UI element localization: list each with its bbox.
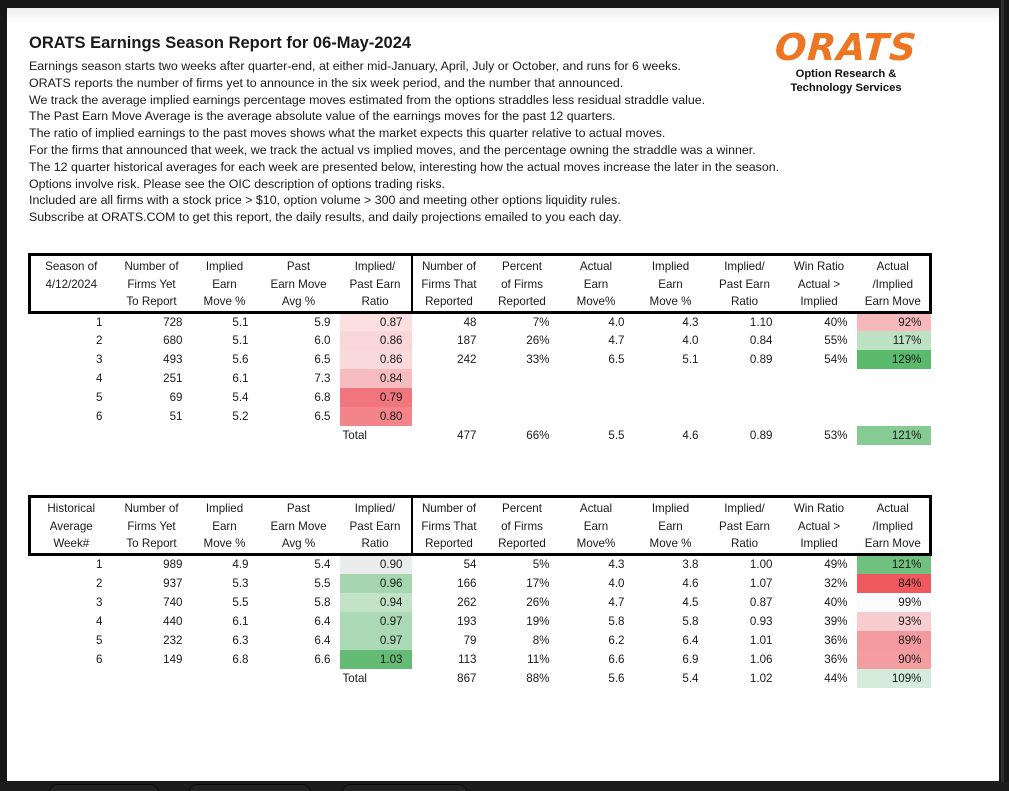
table-row: [30, 407, 931, 426]
cell: Total: [342, 671, 367, 685]
cell: 0.79: [340, 388, 412, 407]
cell: 5%: [532, 558, 550, 572]
cell: 117%: [857, 331, 931, 350]
cell: 40%: [824, 316, 848, 329]
cell: 251: [163, 372, 183, 386]
table-row: [30, 350, 931, 369]
report-page: [7, 8, 999, 781]
intro-line: For the firms that announced that week, we track the actual vs implied moves, and the percentage owning the straddle was a winner.: [29, 142, 756, 157]
cell: [192, 669, 258, 688]
cell: 0.96: [340, 574, 412, 593]
cell: 6.1: [232, 614, 249, 628]
table-row: [30, 612, 931, 631]
intro-line: We track the average implied earnings percentage moves estimated from the options straddles less residual straddle value.: [29, 92, 706, 107]
header-cell: Implied Earn Move %: [634, 254, 708, 312]
cell: 6: [96, 410, 103, 424]
cell: [192, 426, 258, 445]
cell: 88%: [526, 671, 550, 685]
cell: 1: [96, 316, 103, 329]
table-row: [30, 650, 931, 669]
cell: 493: [163, 353, 183, 367]
cell: 5.8: [314, 595, 331, 609]
cell: 728: [163, 316, 183, 329]
cell: 5.8: [608, 614, 625, 628]
cell: [634, 407, 708, 426]
cell: 4.3: [682, 316, 699, 329]
intro-line: The 12 quarter historical averages for each week are presented below, interesting how the actual moves increase the later in the season.: [29, 159, 780, 174]
intro-line: ORATS reports the number of firms yet to announce in the six week period, and the number that announced.: [29, 75, 624, 90]
cell: 6.5: [314, 410, 331, 424]
table-header: [30, 497, 931, 555]
cell: 44%: [824, 671, 848, 685]
cell: 3: [96, 595, 103, 609]
cell: 6.4: [682, 633, 699, 647]
cell: 1.03: [340, 650, 412, 669]
cell: 8%: [532, 633, 550, 647]
cell: 5: [96, 633, 103, 647]
table-row: [30, 631, 931, 650]
cell: 6.0: [314, 334, 331, 348]
cell: 7%: [532, 316, 550, 329]
cell: 109%: [857, 669, 931, 688]
cell: 121%: [857, 426, 931, 445]
cell: 17%: [526, 576, 550, 590]
cell: 0.94: [340, 593, 412, 612]
cell: 1.02: [749, 671, 773, 685]
intro-line: Included are all firms with a stock price > $10, option volume > 300 and meeting other options liquidity rules.: [29, 193, 621, 208]
cell: 187: [457, 334, 477, 348]
cell: 5.8: [682, 614, 699, 628]
header-cell: Actual Earn Move%: [559, 497, 634, 555]
cell: 6.4: [314, 614, 331, 628]
cell: 6.8: [232, 652, 249, 666]
cell: [708, 388, 782, 407]
cell: 69: [169, 391, 183, 405]
cell: 0.87: [749, 595, 773, 609]
cell: Total: [342, 429, 367, 443]
header-cell: Past Earn Move Avg %: [258, 497, 340, 555]
cell: 6.8: [314, 391, 331, 405]
cell: 193: [457, 614, 477, 628]
cell: 4.6: [682, 429, 699, 443]
cell: 5.4: [232, 391, 249, 405]
table-row: [30, 369, 931, 388]
header-cell: Number of Firms Yet To Report: [112, 254, 192, 312]
cell: 54: [463, 558, 477, 572]
cell: 6.4: [314, 633, 331, 647]
header-cell: Implied/ Past Earn Ratio: [340, 254, 412, 312]
header-cell: Implied/ Past Earn Ratio: [708, 254, 782, 312]
intro-line: Subscribe at ORATS.COM to get this report, the daily results, and daily projections emailed to you each day.: [29, 210, 622, 225]
orats-wordmark: ORATS: [773, 26, 919, 69]
table-body: [30, 555, 931, 688]
header-row: [30, 254, 931, 312]
cell: 4.3: [608, 558, 625, 572]
cell: 1.00: [749, 558, 773, 572]
cell: 129%: [857, 350, 931, 369]
cell: 3.8: [682, 558, 699, 572]
cell: [486, 407, 559, 426]
cell: [486, 369, 559, 388]
cell: 4.7: [608, 595, 625, 609]
cell: 3: [96, 353, 103, 367]
cell: 32%: [824, 576, 848, 590]
cell: 5.6: [232, 353, 249, 367]
header-cell: Implied Earn Move %: [192, 254, 258, 312]
cell: 477: [457, 429, 477, 443]
header-cell: Number of Firms That Reported: [412, 254, 486, 312]
header-cell: Implied Earn Move %: [634, 497, 708, 555]
cell: 2: [96, 576, 103, 590]
table-row: [30, 593, 931, 612]
total-row: [30, 426, 931, 445]
cell: 5.2: [232, 410, 249, 424]
cell: 937: [163, 576, 183, 590]
cell: 4.5: [682, 595, 699, 609]
header-cell: Number of Firms That Reported: [412, 497, 486, 555]
cell: 5: [96, 391, 103, 405]
table-row: [30, 555, 931, 574]
cell: 0.89: [749, 429, 773, 443]
cell: 39%: [824, 614, 848, 628]
cell: 989: [163, 558, 183, 572]
cell: 0.84: [340, 369, 412, 388]
total-row: [30, 669, 931, 688]
cell: 99%: [857, 593, 931, 612]
cell: 5.5: [314, 576, 331, 590]
table-row: [30, 331, 931, 350]
table-row: [30, 574, 931, 593]
header-cell: Season of 4/12/2024: [30, 254, 112, 312]
cell: [30, 669, 112, 688]
cell: 6.2: [608, 633, 625, 647]
current-season-table: [28, 253, 932, 445]
taskbar-item[interactable]: [188, 784, 312, 791]
cell: 0.86: [340, 331, 412, 350]
header-cell: Implied/ Past Earn Ratio: [340, 497, 412, 555]
cell: [782, 407, 857, 426]
cell: 2: [96, 334, 103, 348]
cell: [782, 369, 857, 388]
cell: 1.07: [749, 576, 773, 590]
cell: 4.7: [608, 334, 625, 348]
cell: 867: [457, 671, 477, 685]
table-body: [30, 312, 931, 445]
cell: 89%: [857, 631, 931, 650]
cell: 51: [169, 410, 183, 424]
cell: 440: [163, 614, 183, 628]
header-cell: Historical Average Week#: [30, 497, 112, 555]
cell: 4.6: [682, 576, 699, 590]
cell: [412, 407, 486, 426]
cell: 0.86: [340, 350, 412, 369]
cell: 5.1: [232, 316, 249, 329]
cell: 19%: [526, 614, 550, 628]
cell: 0.80: [340, 407, 412, 426]
cell: 5.5: [608, 429, 625, 443]
cell: 6.6: [314, 652, 331, 666]
intro-line: The Past Earn Move Average is the average absolute value of the earnings moves for the past 12 quarters.: [29, 109, 616, 124]
cell: 6.9: [682, 652, 699, 666]
cell: [559, 388, 634, 407]
cell: 26%: [526, 334, 550, 348]
cell: 4: [96, 614, 103, 628]
intro-line: Options involve risk. Please see the OIC description of options trading risks.: [29, 176, 445, 191]
cell: [412, 369, 486, 388]
intro-line: The ratio of implied earnings to the past moves shows what the market expects this quarter relative to actual moves.: [29, 126, 666, 141]
cell: [112, 426, 192, 445]
cell: 79: [463, 633, 477, 647]
cell: 7.3: [314, 372, 331, 386]
cell: 0.97: [340, 612, 412, 631]
cell: 262: [457, 595, 477, 609]
cell: [634, 369, 708, 388]
header-cell: Percent of Firms Reported: [486, 497, 559, 555]
cell: 113: [458, 652, 477, 666]
cell: 6.5: [314, 353, 331, 367]
cell: 6: [96, 652, 103, 666]
cell: 5.4: [314, 558, 331, 572]
cell: 4.0: [608, 316, 625, 329]
cell: 232: [163, 633, 183, 647]
historical-average-table: [28, 495, 932, 687]
cell: 93%: [857, 612, 931, 631]
cell: 0.89: [749, 353, 773, 367]
header-cell: Actual /Implied Earn Move: [857, 254, 931, 312]
cell: [857, 369, 931, 388]
cell: [857, 407, 931, 426]
header-cell: Actual Earn Move%: [559, 254, 634, 312]
cell: 242: [457, 353, 477, 367]
header-cell: Percent of Firms Reported: [486, 254, 559, 312]
window-edge: [1001, 0, 1004, 791]
cell: 5.5: [232, 595, 249, 609]
cell: [559, 369, 634, 388]
cell: 36%: [824, 652, 848, 666]
cell: 6.5: [608, 353, 625, 367]
page-title: ORATS Earnings Season Report for 06-May-2024: [29, 34, 412, 52]
cell: 33%: [526, 353, 550, 367]
table-header: [30, 254, 931, 312]
cell: 90%: [857, 650, 931, 669]
cell: [412, 388, 486, 407]
cell: 0.93: [749, 614, 773, 628]
cell: [857, 388, 931, 407]
cell: 0.84: [749, 334, 773, 348]
cell: 5.1: [232, 334, 249, 348]
header-cell: Past Earn Move Avg %: [258, 254, 340, 312]
cell: 4: [96, 372, 103, 386]
cell: 5.6: [608, 671, 625, 685]
cell: 1.01: [749, 633, 773, 647]
cell: 92%: [857, 312, 931, 331]
cell: 1.10: [749, 316, 773, 329]
cell: 48: [463, 316, 477, 329]
taskbar-item[interactable]: [341, 784, 468, 791]
cell: [782, 388, 857, 407]
cell: 40%: [824, 595, 848, 609]
cell: 166: [457, 576, 477, 590]
cell: 84%: [857, 574, 931, 593]
cell: 11%: [527, 652, 550, 666]
cell: 1: [96, 558, 103, 572]
cell: [708, 369, 782, 388]
cell: 5.3: [232, 576, 249, 590]
cell: 5.9: [314, 316, 331, 329]
cell: 54%: [824, 353, 848, 367]
cell: [258, 669, 340, 688]
cell: 26%: [526, 595, 550, 609]
cell: [559, 407, 634, 426]
table-row: [30, 388, 931, 407]
cell: 680: [163, 334, 183, 348]
cell: 0.97: [340, 631, 412, 650]
cell: 740: [163, 595, 183, 609]
header-cell: Implied/ Past Earn Ratio: [708, 497, 782, 555]
logo-tagline: Option Research & Technology Services: [790, 68, 902, 94]
cell: 55%: [824, 334, 848, 348]
header-cell: Actual /Implied Earn Move: [857, 497, 931, 555]
cell: 66%: [526, 429, 550, 443]
cell: 49%: [824, 558, 848, 572]
cell: 149: [163, 652, 183, 666]
header-cell: Win Ratio Actual > Implied: [782, 254, 857, 312]
cell: 6.1: [232, 372, 249, 386]
cell: [486, 388, 559, 407]
cell: [634, 388, 708, 407]
intro-paragraphs: [29, 58, 999, 226]
cell: 6.6: [608, 652, 625, 666]
cell: 6.3: [232, 633, 249, 647]
cell: 5.4: [682, 671, 699, 685]
cell: [708, 407, 782, 426]
header-row: [30, 497, 931, 555]
table-row: [30, 312, 931, 331]
cell: 1.06: [749, 652, 773, 666]
cell: [112, 669, 192, 688]
cell: 53%: [824, 429, 848, 443]
cell: [30, 426, 112, 445]
header-cell: Number of Firms Yet To Report: [112, 497, 192, 555]
cell: 4.0: [682, 334, 699, 348]
cell: 36%: [824, 633, 848, 647]
cell: 4.9: [232, 558, 249, 572]
intro-line: Earnings season starts two weeks after quarter-end, at either mid-January, April, July or October, and runs for 6 weeks.: [29, 59, 681, 73]
cell: 0.90: [340, 555, 412, 574]
header-cell: Implied Earn Move %: [192, 497, 258, 555]
header-cell: Win Ratio Actual > Implied: [782, 497, 857, 555]
cell: 121%: [857, 555, 931, 574]
cell: 5.1: [682, 353, 699, 367]
cell: 4.0: [608, 576, 625, 590]
cell: [258, 426, 340, 445]
cell: 0.87: [340, 312, 412, 331]
taskbar-item[interactable]: [48, 784, 160, 791]
taskbar: [0, 782, 1009, 791]
